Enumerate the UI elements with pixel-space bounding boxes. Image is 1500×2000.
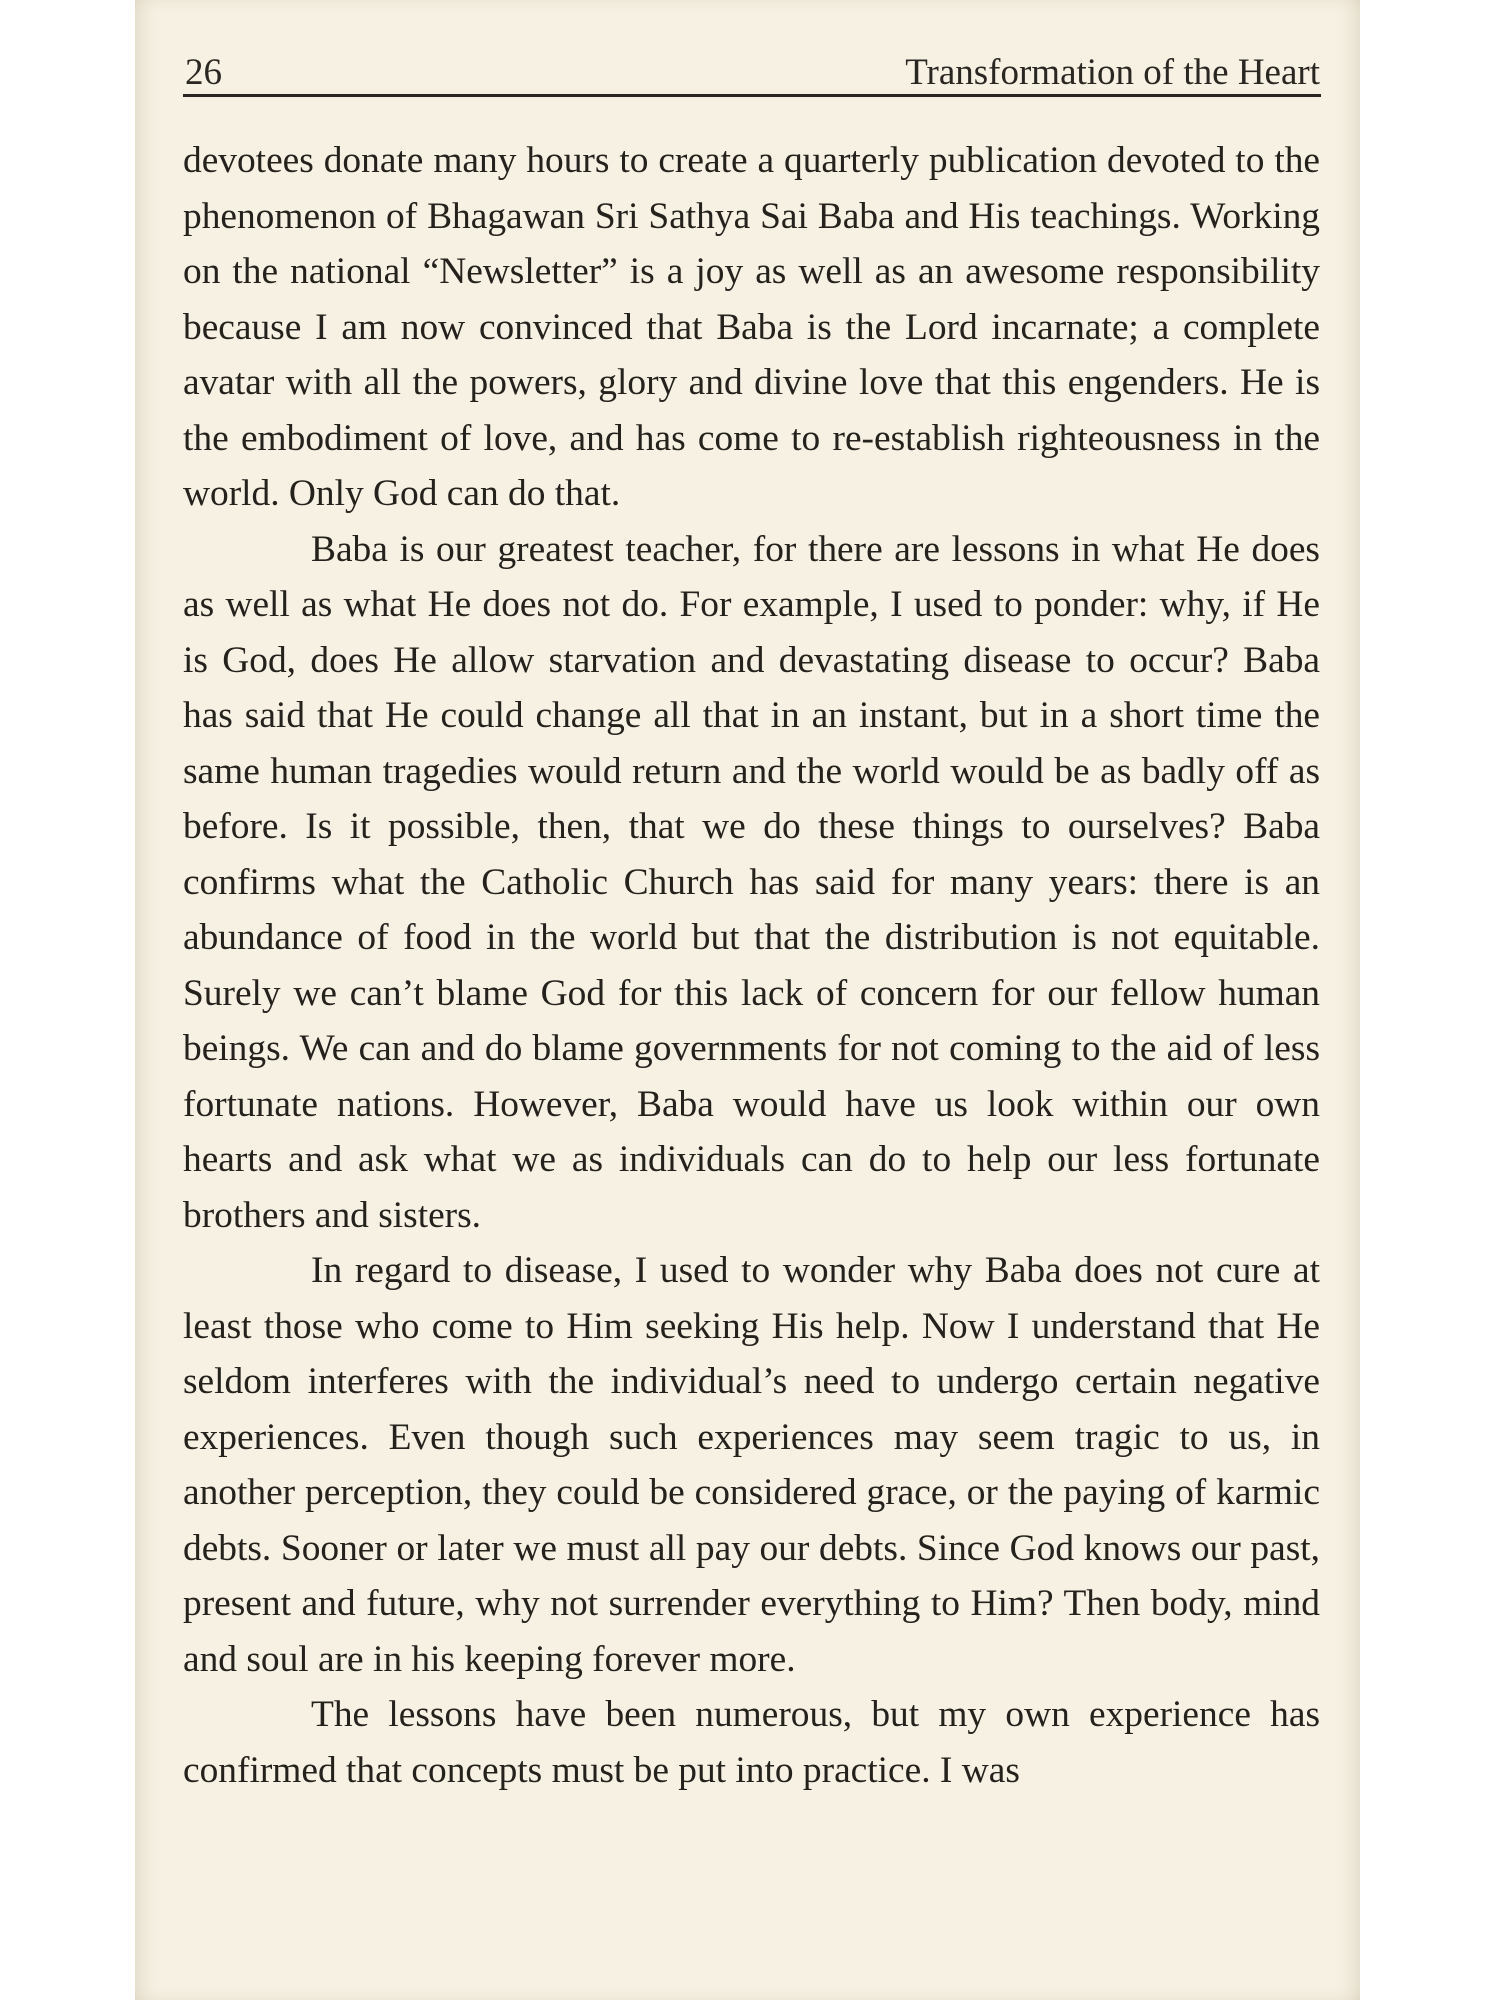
page-number: 26 bbox=[185, 52, 222, 93]
running-title: Transformation of the Heart bbox=[905, 52, 1320, 93]
header-rule bbox=[183, 94, 1321, 97]
running-header bbox=[185, 42, 1320, 94]
paragraph: In regard to disease, I used to wonder why Baba does not cure at least those who come to Him seeking His help. Now I understand that He seldom interferes with the individual’s need to undergo certain negative experiences. Even though such experiences may seem tragic to us, in another perception, they could be considered grace, or the paying of karmic debts. Sooner or later we must all pay our debts. Since God knows our past, present and future, why not surrender everything to Him? Then body, mind and soul are in his keeping forever more. bbox=[183, 1250, 1320, 1680]
body-text bbox=[183, 133, 1320, 1798]
paragraph: The lessons have been numerous, but my own experience has confirmed that concepts must be put into practice. I was bbox=[183, 1694, 1320, 1791]
paragraph: Baba is our greatest teacher, for there are lessons in what He does as well as what He does not do. For example, I used to ponder: why, if He is God, does He allow starvation and devastating disease to occur? Baba has said that He could change all that in an instant, but in a short time the same human tragedies would return and the world would be as badly off as before. Is it possible, then, that we do these things to ourselves? Baba confirms what the Catholic Church has said for many years: there is an abundance of food in the world but that the distribution is not equitable. Surely we can’t blame God for this lack of concern for our fellow human beings. We can and do blame governments for not coming to the aid of less fortunate nations. However, Baba would have us look within our own hearts and ask what we as individuals can do to help our less fortunate brothers and sisters. bbox=[183, 528, 1320, 1236]
paragraph-continued: devotees donate many hours to create a quarterly publication devoted to the phenomenon of Bhagawan Sri Sathya Sai Baba and His teachings. Working on the national “Newsletter” is a joy as well as an awesome responsibility because I am now convinced that Baba is the Lord incarnate; a complete avatar with all the powers, glory and divine love that this engenders. He is the embodiment of love, and has come to re-establish righteousness in the world. Only God can do that. bbox=[183, 140, 1320, 514]
